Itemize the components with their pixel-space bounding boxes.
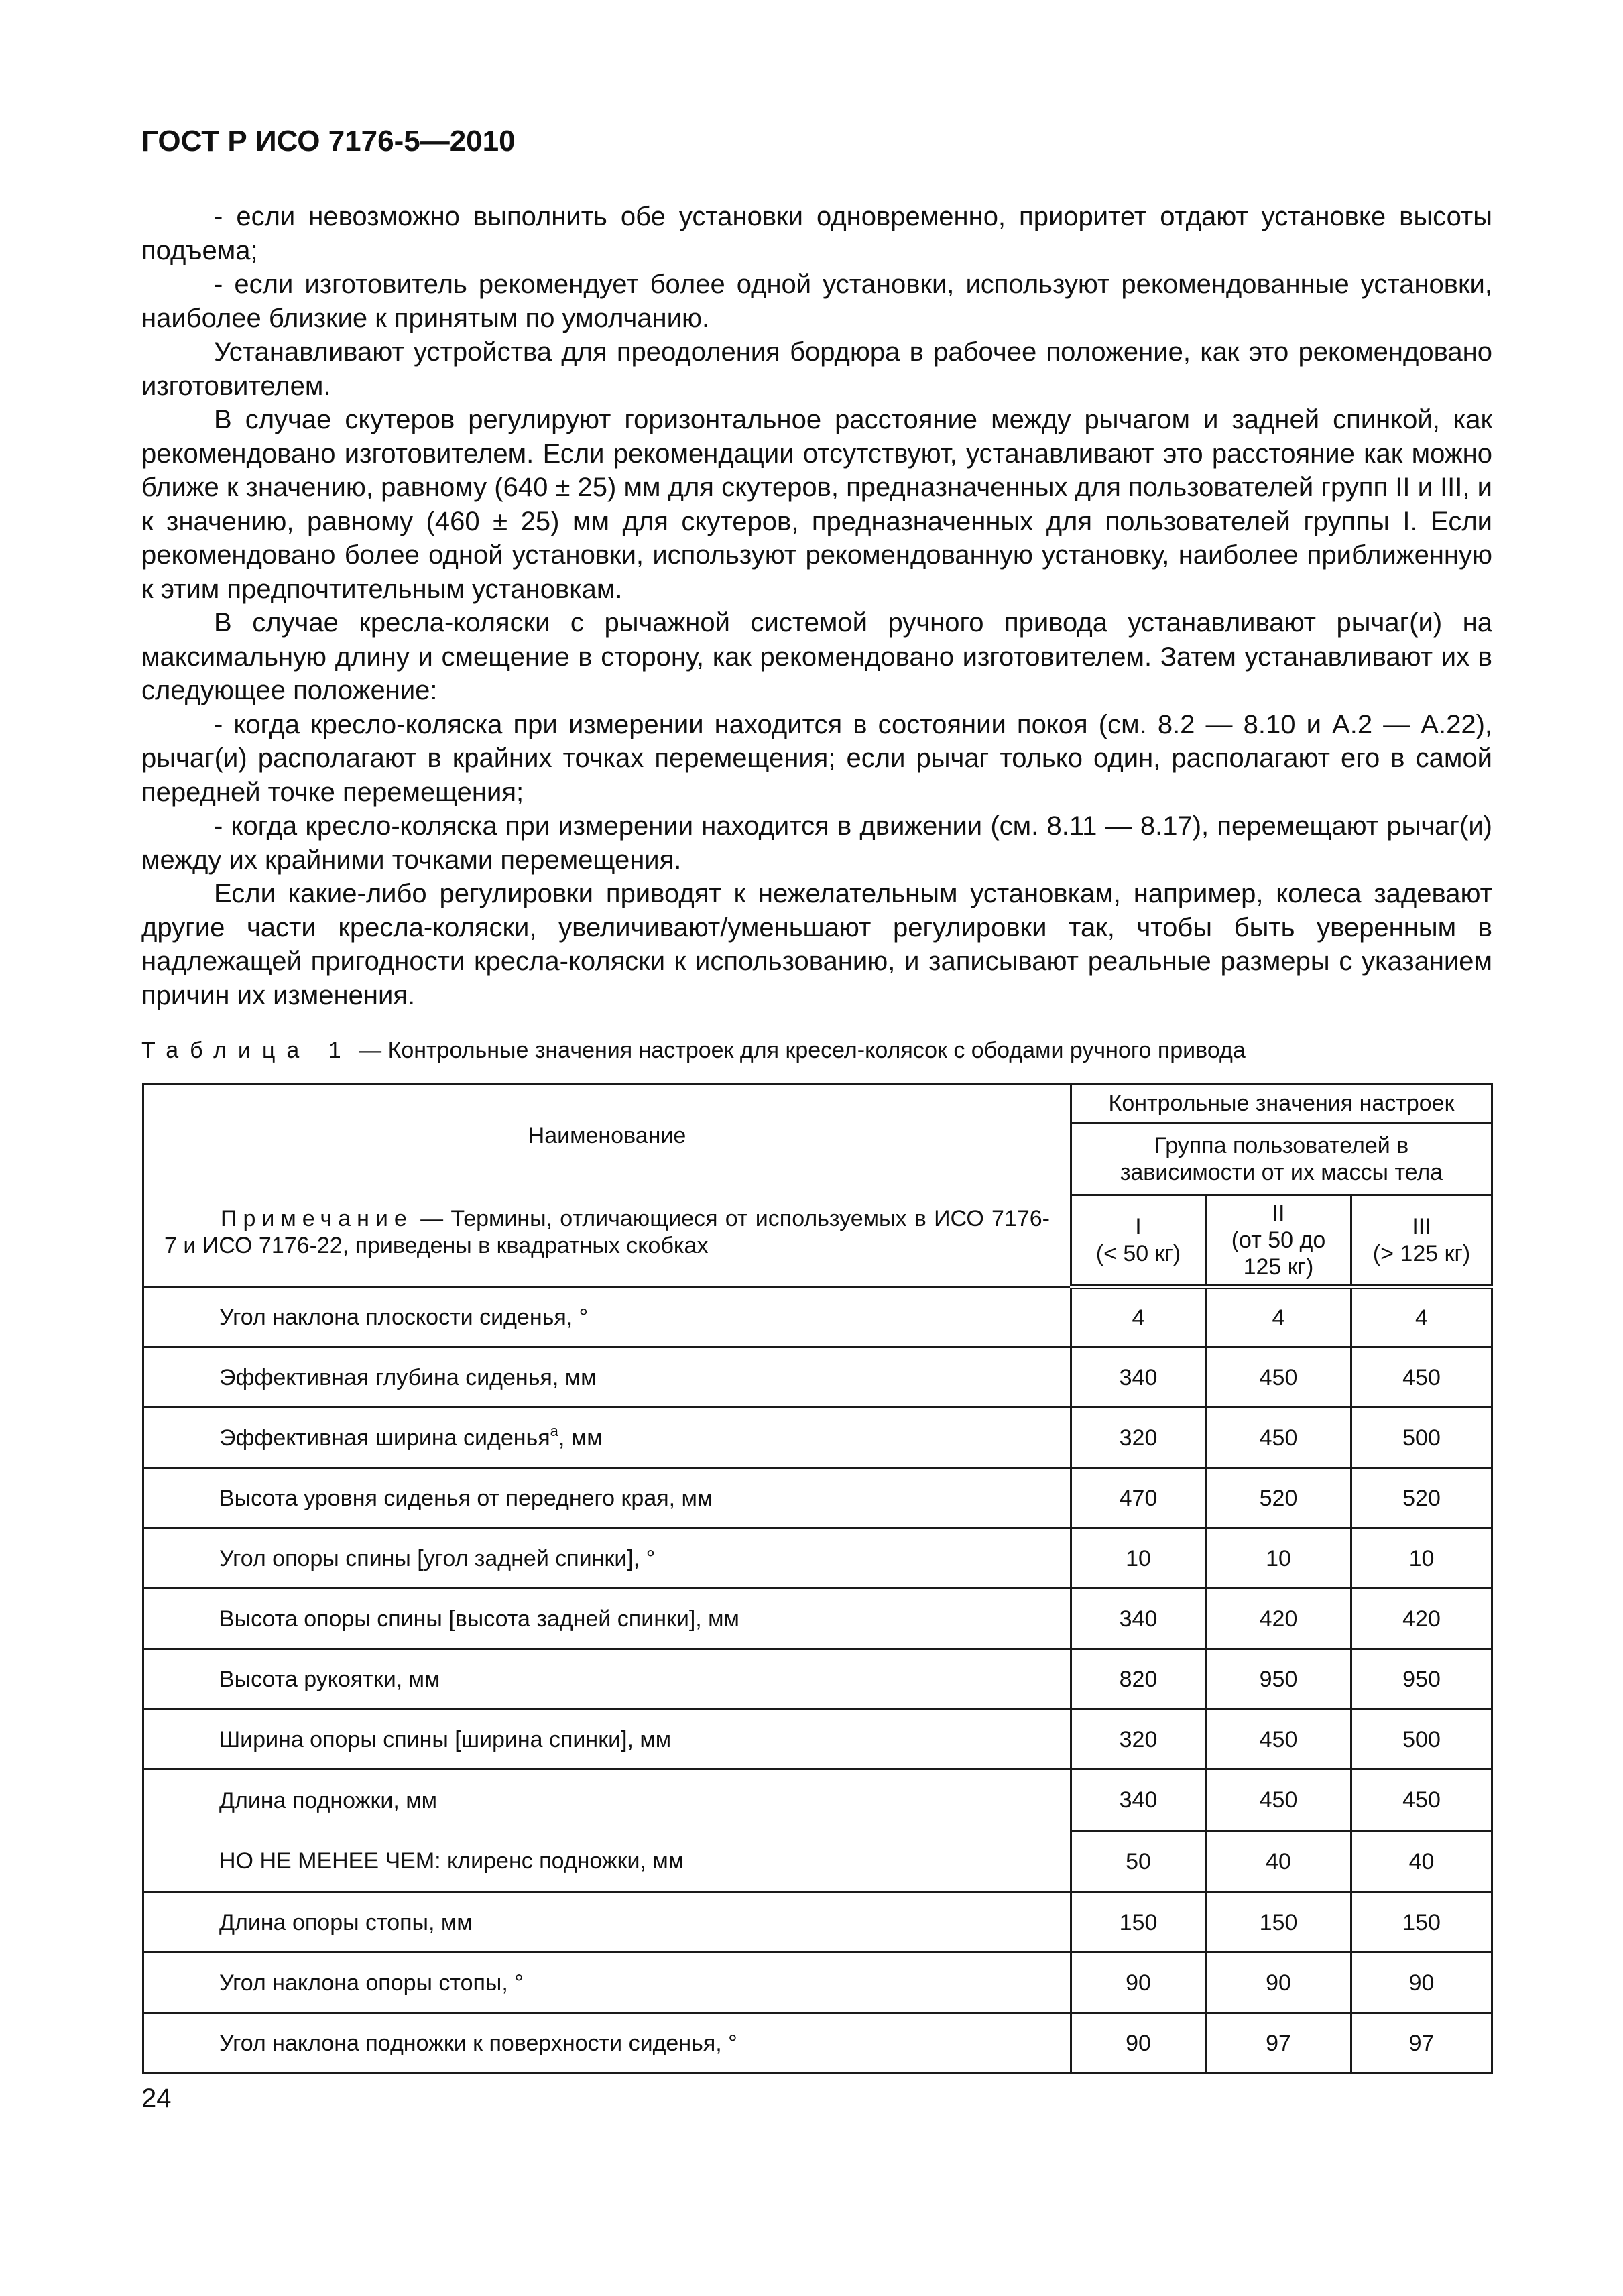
- value-group-1: 90: [1071, 1953, 1206, 2013]
- value-group-2: 950: [1206, 1649, 1351, 1709]
- value-group-1: 470: [1071, 1468, 1206, 1528]
- value-group-3: 97: [1351, 2013, 1492, 2073]
- header-group-1: [1071, 1195, 1206, 1286]
- value-group-2: 450: [1206, 1347, 1351, 1408]
- value-group-3: 10: [1351, 1528, 1492, 1589]
- header-group-2: [1206, 1195, 1351, 1286]
- group-roman: III: [1412, 1213, 1431, 1240]
- group-range: (> 125 кг): [1372, 1240, 1471, 1266]
- row-name: Эффективная глубина сиденья, мм: [143, 1347, 1071, 1408]
- table-row: [143, 1287, 1492, 1347]
- row-name: Угол наклона опоры стопы, °: [143, 1953, 1071, 2013]
- value-group-1: 820: [1071, 1649, 1206, 1709]
- value-group-2: 450: [1206, 1408, 1351, 1468]
- value-group-1: 340: [1071, 1770, 1206, 1831]
- page-number: 24: [141, 2083, 172, 2113]
- paragraph: - когда кресло-коляска при измерении находится в состоянии покоя (см. 8.2 — 8.10 и А.2 — А.22), рычаг(и) располагают в крайних точках перемещения; если рычаг только один, располагают его в самой передней точке перемещения;: [141, 709, 1492, 807]
- table-caption: [141, 1038, 1246, 1064]
- body-text: [141, 200, 1492, 1012]
- table-row: [143, 1347, 1492, 1408]
- value-group-3: 4: [1351, 1287, 1492, 1347]
- value-group-1: 320: [1071, 1709, 1206, 1770]
- paragraph: В случае скутеров регулируют горизонтальное расстояние между рычагом и задней спинкой, как рекомендовано изготовителем. Если рекомендации отсутствуют, устанавливают это расстояние как можно ближе к значению, равному (640 ± 25) мм для скутеров, предназначенных для пользователей групп II и III, и к значению, равному (460 ± 25) мм для скутеров, предназначенных для пользователей группы I. Если рекомендовано более одной установки, используют рекомендованную установку, наиболее приближенную к этим предпочтительным установкам.: [141, 405, 1492, 604]
- value-group-1: 50: [1071, 1831, 1206, 1892]
- table-row: [143, 1408, 1492, 1468]
- row-name: Длина подножки, мм: [219, 1788, 437, 1813]
- paragraph: - когда кресло-коляска при измерении находится в движении (см. 8.11 — 8.17), перемещают рычаг(и) между их крайними точками перемещения.: [141, 811, 1492, 875]
- table-caption-text: — Контрольные значения настроек для кресел-колясок с ободами ручного привода: [352, 1038, 1246, 1063]
- row-name: Угол опоры спины [угол задней спинки], °: [143, 1528, 1071, 1589]
- paragraph: В случае кресла-коляски с рычажной системой ручного привода устанавливают рычаг(и) на максимальную длину и смещение в сторону, как рекомендовано изготовителем. Затем устанавливают их в следующее положение:: [141, 608, 1492, 705]
- value-group-3: 420: [1351, 1589, 1492, 1649]
- row-name: [143, 1408, 1071, 1468]
- value-group-3: 90: [1351, 1953, 1492, 2013]
- value-group-2: 520: [1206, 1468, 1351, 1528]
- paragraph: - если невозможно выполнить обе установки одновременно, приоритет отдают установке высоты подъема;: [141, 202, 1492, 265]
- value-group-2: 4: [1206, 1287, 1351, 1347]
- value-group-1: 320: [1071, 1408, 1206, 1468]
- value-group-3: 950: [1351, 1649, 1492, 1709]
- value-group-1: 4: [1071, 1287, 1206, 1347]
- value-group-2: 97: [1206, 2013, 1351, 2073]
- value-group-3: 500: [1351, 1408, 1492, 1468]
- header-user-group: Группа пользователей в зависимости от их массы тела: [1071, 1123, 1492, 1195]
- table-row: [143, 1528, 1492, 1589]
- value-group-3: 450: [1351, 1347, 1492, 1408]
- table-row: [143, 1953, 1492, 2013]
- group-range: (< 50 кг): [1095, 1240, 1181, 1266]
- table-row: [143, 1649, 1492, 1709]
- table-row: [143, 1468, 1492, 1528]
- footnote-marker: a: [550, 1422, 558, 1439]
- row-name: Угол наклона плоскости сиденья, °: [143, 1287, 1071, 1347]
- header-name-cell: [143, 1084, 1071, 1287]
- value-group-2: 10: [1206, 1528, 1351, 1589]
- value-group-1: 340: [1071, 1347, 1206, 1408]
- row-name: Высота уровня сиденья от переднего края, мм: [143, 1468, 1071, 1528]
- row-name: Высота рукоятки, мм: [143, 1649, 1071, 1709]
- row-name-text: Эффективная ширина сиденья: [219, 1425, 550, 1451]
- row-name-suffix: , мм: [558, 1425, 603, 1451]
- value-group-1: 340: [1071, 1589, 1206, 1649]
- value-group-1: 90: [1071, 2013, 1206, 2073]
- value-group-2: 420: [1206, 1589, 1351, 1649]
- row-name: Длина опоры стопы, мм: [143, 1892, 1071, 1953]
- document-code: ГОСТ Р ИСО 7176-5—2010: [141, 125, 516, 158]
- header-group-3: [1351, 1195, 1492, 1286]
- header-control-values: Контрольные значения настроек: [1071, 1084, 1492, 1124]
- value-group-2: 450: [1206, 1709, 1351, 1770]
- value-group-1: 10: [1071, 1528, 1206, 1589]
- settings-table: [142, 1083, 1493, 2074]
- value-group-2: 150: [1206, 1892, 1351, 1953]
- group-roman: II: [1272, 1200, 1285, 1226]
- value-group-1: 150: [1071, 1892, 1206, 1953]
- row-name: НО НЕ МЕНЕЕ ЧЕМ: клиренс подножки, мм: [219, 1848, 684, 1874]
- table-row: [143, 1709, 1492, 1770]
- paragraph: Если какие-либо регулировки приводят к нежелательным установкам, например, колеса задевают другие части кресла-коляски, увеличивают/уменьшают регулировки так, чтобы быть уверенным в надлежащей пригодности кресла-коляски к использованию, и записывают реальные размеры с указанием причин их изменения.: [141, 879, 1492, 1010]
- value-group-2: 40: [1206, 1831, 1351, 1892]
- value-group-3: 520: [1351, 1468, 1492, 1528]
- header-note-text: — Термины, отличающиеся от используемых в ИСО 7176-7 и ИСО 7176-22, приведены в квадратных скобках: [164, 1206, 1050, 1258]
- group-range: (от 50 до 125 кг): [1231, 1227, 1326, 1280]
- value-group-2: 90: [1206, 1953, 1351, 2013]
- row-name: Ширина опоры спины [ширина спинки], мм: [143, 1709, 1071, 1770]
- value-group-2: 450: [1206, 1770, 1351, 1831]
- table-row: [143, 1892, 1492, 1953]
- header-name-title: Наименование: [528, 1123, 686, 1148]
- paragraph: - если изготовитель рекомендует более одной установки, используют рекомендованные установки, наиболее близкие к принятым по умолчанию.: [141, 269, 1492, 333]
- header-note-label: Примечание: [221, 1206, 413, 1231]
- value-group-3: 150: [1351, 1892, 1492, 1953]
- header-note: [164, 1205, 1050, 1259]
- group-roman: I: [1135, 1213, 1142, 1240]
- row-name: Высота опоры спины [высота задней спинки], мм: [143, 1589, 1071, 1649]
- table-row: [143, 1770, 1492, 1831]
- value-group-3: 500: [1351, 1709, 1492, 1770]
- table-row: [143, 2013, 1492, 2073]
- table-caption-label: Таблица 1: [141, 1038, 353, 1063]
- row-name: Угол наклона подножки к поверхности сиденья, °: [143, 2013, 1071, 2073]
- table-row: [143, 1589, 1492, 1649]
- paragraph: Устанавливают устройства для преодоления бордюра в рабочее положение, как это рекомендовано изготовителем.: [141, 337, 1492, 401]
- value-group-3: 40: [1351, 1831, 1492, 1892]
- row-name-footrest: [143, 1770, 1071, 1892]
- value-group-3: 450: [1351, 1770, 1492, 1831]
